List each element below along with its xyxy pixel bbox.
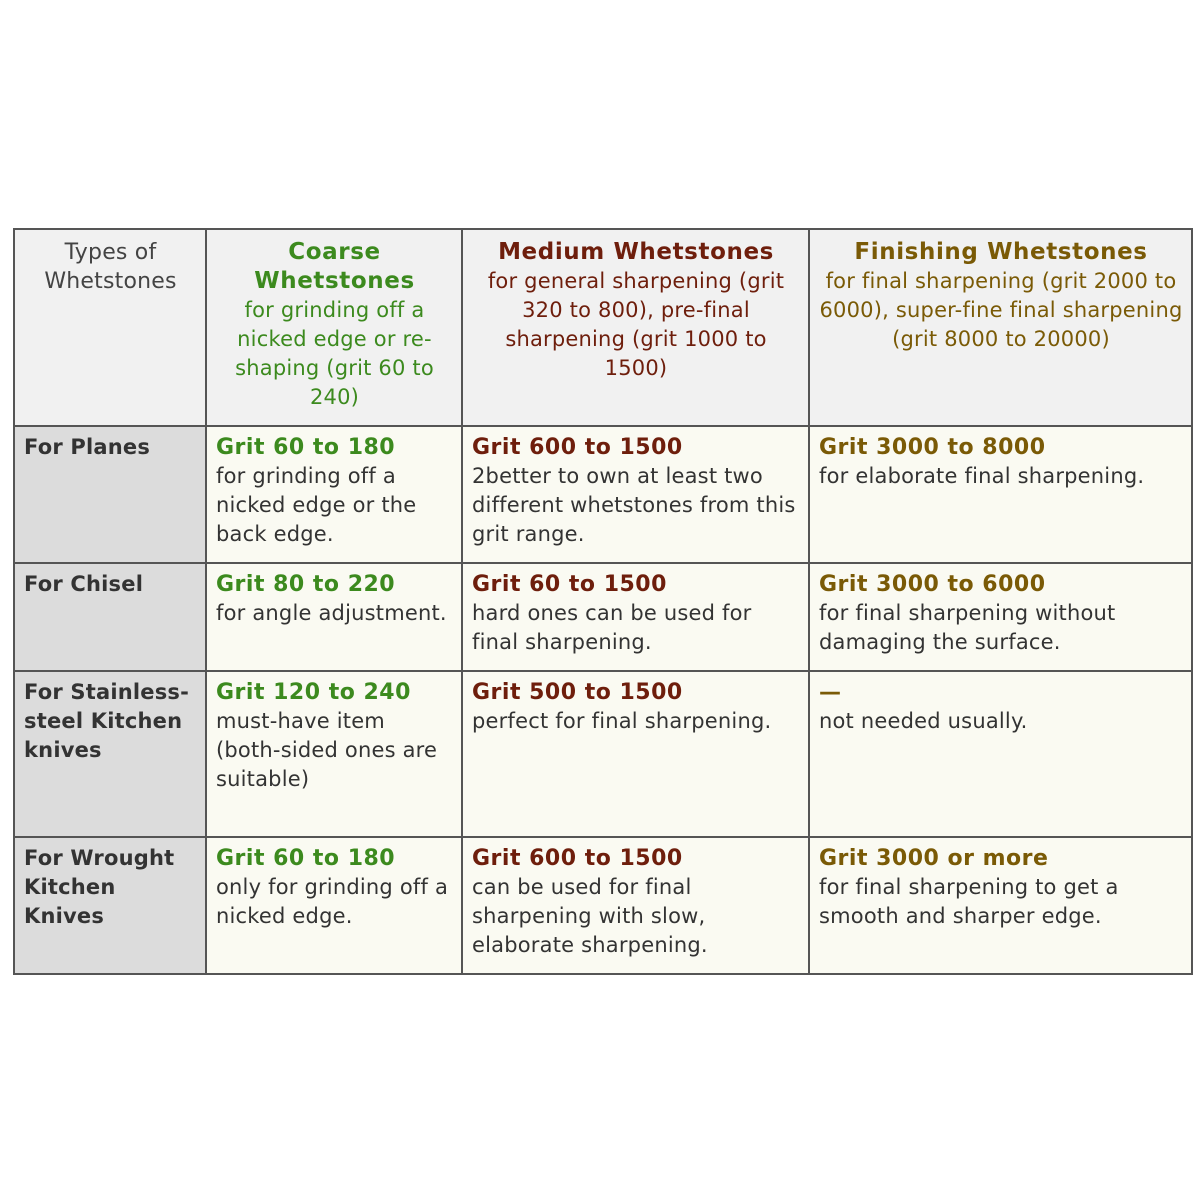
cell-description: for final sharpening to get a smooth and sharper edge. xyxy=(819,875,1119,928)
cell-coarse xyxy=(206,671,462,837)
header-coarse-subtitle: for grinding off a nicked edge or re-shaping (grit 60 to 240) xyxy=(235,298,434,409)
table-row xyxy=(14,671,1192,837)
cell-finishing xyxy=(809,426,1192,563)
cell-description: for angle adjustment. xyxy=(216,601,447,625)
header-finishing-subtitle: for final sharpening (grit 2000 to 6000), super-fine final sharpening (grit 8000 to 20000) xyxy=(819,269,1183,351)
grit-range: Grit 500 to 1500 xyxy=(472,680,683,705)
grit-range: Grit 60 to 180 xyxy=(216,435,396,460)
grit-range: Grit 60 to 180 xyxy=(216,846,396,871)
grit-range: Grit 60 to 1500 xyxy=(472,572,667,597)
cell-finishing xyxy=(809,563,1192,671)
grit-range: Grit 80 to 220 xyxy=(216,572,396,597)
row-label: For Chisel xyxy=(14,563,206,671)
header-finishing xyxy=(809,229,1192,426)
header-coarse-title: Coarse Whetstones xyxy=(254,239,415,294)
cell-medium xyxy=(462,837,809,974)
grit-range: — xyxy=(819,680,842,705)
cell-finishing xyxy=(809,837,1192,974)
table-row xyxy=(14,426,1192,563)
corner-header: Types of Whetstones xyxy=(14,229,206,426)
cell-coarse xyxy=(206,426,462,563)
grit-range: Grit 3000 to 8000 xyxy=(819,435,1046,460)
cell-coarse xyxy=(206,837,462,974)
cell-description: hard ones can be used for final sharpening. xyxy=(472,601,752,654)
row-label: For Planes xyxy=(14,426,206,563)
grit-range: Grit 3000 to 6000 xyxy=(819,572,1046,597)
cell-description: for grinding off a nicked edge or the back edge. xyxy=(216,464,417,546)
cell-medium xyxy=(462,426,809,563)
cell-description: 2better to own at least two different whetstones from this grit range. xyxy=(472,464,796,546)
cell-description: for final sharpening without damaging the surface. xyxy=(819,601,1116,654)
grit-range: Grit 120 to 240 xyxy=(216,680,411,705)
cell-finishing xyxy=(809,671,1192,837)
header-medium-subtitle: for general sharpening (grit 320 to 800), pre-final sharpening (grit 1000 to 1500) xyxy=(487,269,785,380)
cell-coarse xyxy=(206,563,462,671)
whetstone-comparison-table xyxy=(13,228,1193,975)
row-label: For Wrought Kitchen Knives xyxy=(14,837,206,974)
cell-medium xyxy=(462,563,809,671)
cell-description: not needed usually. xyxy=(819,709,1028,733)
table-row xyxy=(14,837,1192,974)
header-medium xyxy=(462,229,809,426)
cell-description: only for grinding off a nicked edge. xyxy=(216,875,449,928)
cell-description: perfect for final sharpening. xyxy=(472,709,772,733)
header-medium-title: Medium Whetstones xyxy=(498,239,774,265)
header-row xyxy=(14,229,1192,426)
cell-description: for elaborate final sharpening. xyxy=(819,464,1145,488)
row-label: For Stainless-steel Kitchen knives xyxy=(14,671,206,837)
header-coarse xyxy=(206,229,462,426)
cell-description: can be used for final sharpening with slow, elaborate sharpening. xyxy=(472,875,708,957)
cell-description: must-have item (both-sided ones are suitable) xyxy=(216,709,438,791)
grit-range: Grit 3000 or more xyxy=(819,846,1049,871)
cell-medium xyxy=(462,671,809,837)
table-row xyxy=(14,563,1192,671)
header-finishing-title: Finishing Whetstones xyxy=(854,239,1148,265)
grit-range: Grit 600 to 1500 xyxy=(472,435,683,460)
grit-range: Grit 600 to 1500 xyxy=(472,846,683,871)
